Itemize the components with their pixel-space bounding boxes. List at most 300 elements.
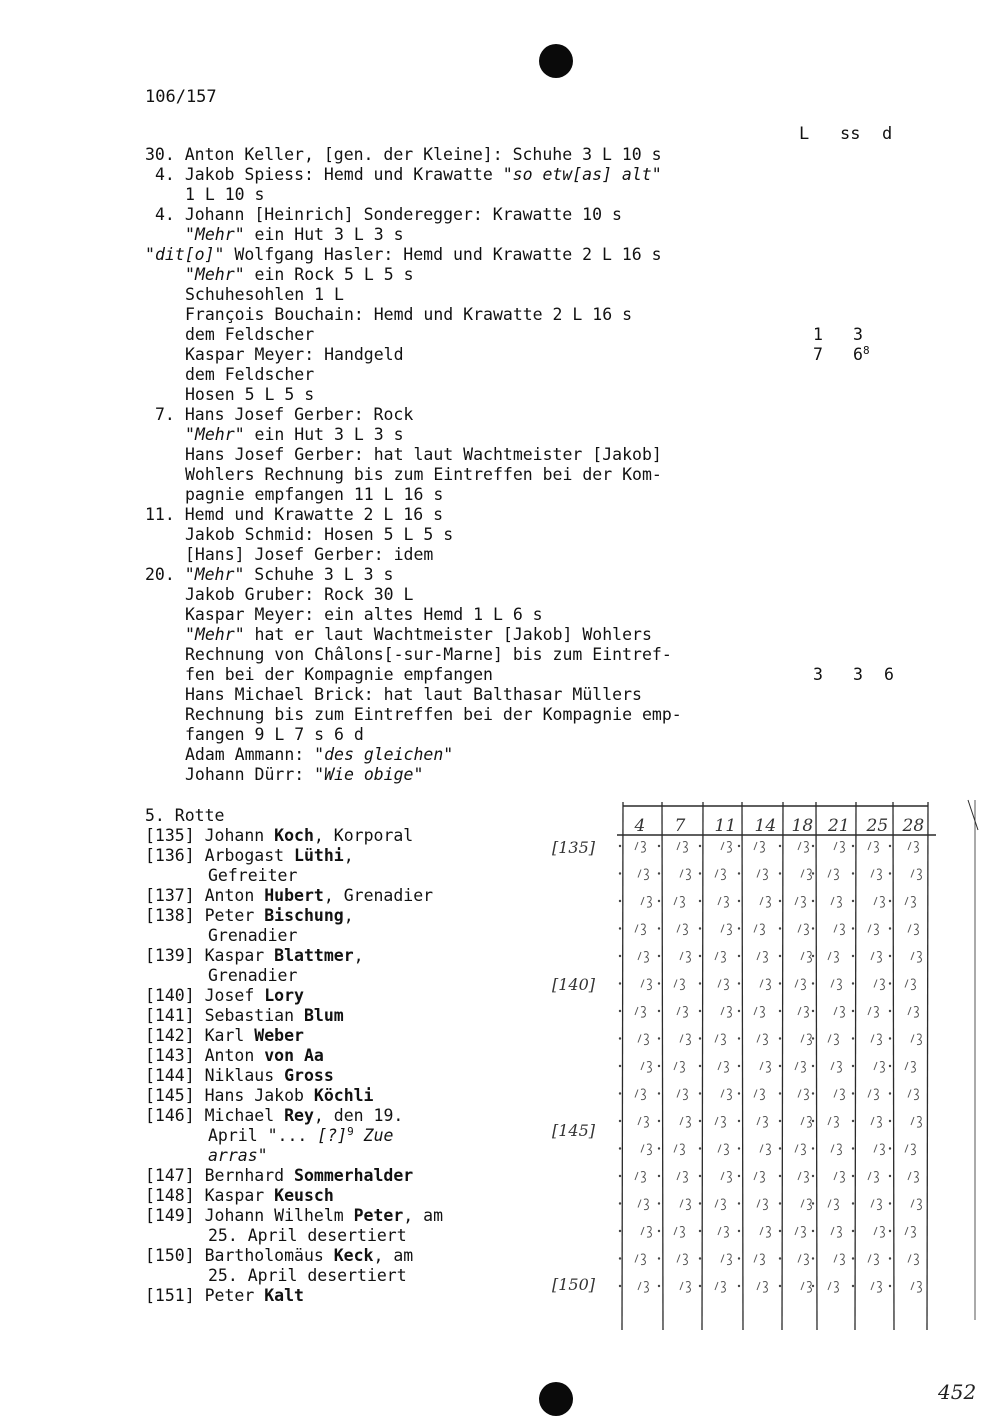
ledger-dot [619,1230,621,1232]
soldier-surname: Köchli [313,1086,374,1105]
soldier-id: [144] [145,1066,195,1085]
soldier-surname: Weber [254,1026,304,1045]
soldier-rank: , am [403,1206,444,1225]
amount-ss: 3 [853,325,863,344]
ledger-dot [889,900,891,902]
entry-line: Jakob Schmid: Hosen 5 L 5 s [185,525,454,544]
ledger-mark [638,869,648,880]
punch-hole-top [539,44,573,78]
ledger-dot [738,1120,740,1122]
entry-line [155,165,662,185]
ledger-column-line [742,802,743,1330]
header-ss: ss [840,124,861,144]
ledger-dot [812,927,814,929]
ledger-mark [871,951,881,962]
ledger-mark [715,1116,725,1127]
ledger-dot [812,1147,814,1149]
soldier-surname: Gross [284,1066,334,1085]
ledger-mark [828,869,838,880]
ledger-dot [738,1175,740,1177]
soldier-row [145,946,364,966]
ledger-mark [721,1171,731,1182]
ledger-dot [812,1120,814,1122]
ledger-column-line [662,802,663,1330]
ledger-mark [760,1226,770,1237]
ledger-mark [798,1171,808,1182]
entry-line: [Hans] Josef Gerber: idem [185,545,434,564]
ledger-dot [852,872,854,874]
ledger-mark [868,1006,878,1017]
entry-text-end: " [651,165,662,184]
soldier-id: [138] [145,906,195,925]
entry-line [185,625,652,645]
soldier-row [145,1186,334,1206]
entry-text: " [185,425,195,444]
ledger-dot [658,845,660,847]
entry-line [145,245,662,265]
footnote-ref: 9 [347,1125,354,1138]
ledger-dot [738,1285,740,1287]
entry-line [185,765,423,785]
entry-line: Kaspar Meyer: ein altes Hemd 1 L 6 s [185,605,543,624]
ledger-mark [868,1089,878,1100]
ledger-mark [677,841,687,852]
ledger-mark [760,896,770,907]
ledger-dot [812,1285,814,1287]
continuation-text: Gefreiter [208,866,298,885]
ledger-mark [871,1034,881,1045]
ledger-dot [699,1065,701,1067]
ledger-mark [715,1034,725,1045]
continuation-text: Grenadier [208,966,298,985]
ledger-mark [834,1254,844,1265]
ledger-dot [852,1257,854,1259]
ledger-column-line [855,802,856,1330]
ledger-dot [619,1257,621,1259]
continuation-text-end: " [257,1146,268,1165]
ledger-dot [699,1010,701,1012]
soldier-row [145,886,433,906]
ledger-dot [779,1037,781,1039]
ledger-mark [677,1089,687,1100]
entry-quote: des gleichen [324,745,444,764]
entry-text: " [185,265,195,284]
ledger-mark [908,1254,918,1265]
ledger-day-header: 18 [791,816,814,836]
ledger-mark [757,869,767,880]
ledger-mark [718,1226,728,1237]
ledger-dot [699,1202,701,1204]
soldier-row [145,1026,304,1046]
ledger-dot [619,872,621,874]
ledger-dot [619,955,621,957]
soldier-first-name: Johann [204,826,275,845]
entry-text-end: " ein Hut 3 L 3 s [234,425,404,444]
entry-line: François Bouchain: Hemd und Krawatte 2 L 16 s [185,305,633,324]
soldier-id: [140] [145,986,195,1005]
soldier-first-name: Josef [204,986,265,1005]
soldier-row [145,826,413,846]
ledger-mark [871,1199,881,1210]
ledger-dot [812,900,814,902]
soldier-id: [142] [145,1026,195,1045]
soldier-first-name: Michael [204,1106,285,1125]
ledger-dot [812,1065,814,1067]
soldier-row [145,986,304,1006]
ledger-mark [638,1034,648,1045]
ledger-mark [715,869,725,880]
ledger-mark [795,1061,805,1072]
soldier-first-name: Niklaus [204,1066,285,1085]
soldier-row [145,906,354,926]
entry-line [185,425,404,445]
ledger-dot [738,1257,740,1259]
ledger-mark [834,841,844,852]
ledger-mark [635,1006,645,1017]
soldier-id: [149] [145,1206,195,1225]
ledger-dot [779,845,781,847]
ledger-dot [889,845,891,847]
ledger-mark [638,1116,648,1127]
ledger-mark [798,1006,808,1017]
ledger-mark [911,869,921,880]
ledger-dot [779,927,781,929]
ledger-dot [658,1147,660,1149]
ledger-mark [635,1089,645,1100]
soldier-surname: Blattmer [274,946,354,965]
entry-line: dem Feldscher [185,365,315,384]
ledger-dot [619,1147,621,1149]
ledger-mark [754,1089,764,1100]
soldier-first-name: Kaspar [204,1186,275,1205]
entry-text: Anton Keller, [gen. der Kleine]: Schuhe 3 L 10 s [184,145,662,164]
ledger-mark [828,951,838,962]
ledger-dot [619,1092,621,1094]
amount-l: 7 [813,345,823,364]
ledger-dot [738,872,740,874]
ledger-mark [795,1226,805,1237]
entry-quote: Wie obige [324,765,414,784]
soldier-id: [143] [145,1046,195,1065]
soldier-row [145,1166,413,1186]
ledger-dot [619,1037,621,1039]
entry-text: Adam Ammann: " [185,745,325,764]
ledger-mark [795,896,805,907]
ledger-dot [658,955,660,957]
continuation-text: Grenadier [208,926,298,945]
ledger-dot [852,1120,854,1122]
entry-date: 11. [145,505,175,524]
ledger-dot [658,1202,660,1204]
soldier-first-name: Johann Wilhelm [204,1206,354,1225]
ledger-column-line [927,802,928,1330]
ledger-dot [658,982,660,984]
ledger-dot [619,900,621,902]
ledger-dot [852,1285,854,1287]
ledger-mark [868,924,878,935]
entry-line: Rechnung von Châlons[-sur-Marne] bis zum Eintref- [185,645,672,664]
ledger-row-label: [140] [552,975,596,994]
ledger-mark [831,1061,841,1072]
ledger-day-header: 4 [634,816,646,836]
ledger-mark [908,1089,918,1100]
ledger-mark [677,1254,687,1265]
soldier-surname: Peter [353,1206,404,1225]
ledger-dot [889,1037,891,1039]
ledger-mark [905,1144,915,1155]
soldier-row [145,1286,304,1306]
soldier-row [145,1006,344,1026]
ledger-mark [760,979,770,990]
ledger-dot [852,1092,854,1094]
ledger-mark [905,979,915,990]
ledger-dot [812,1257,814,1259]
ledger-mark [635,1171,645,1182]
ledger-mark [674,979,684,990]
header-d: d [882,124,893,144]
soldier-first-name: Sebastian [204,1006,304,1025]
amount-l: 1 [813,325,823,344]
soldier-rank: , [343,906,354,925]
soldier-row [145,1246,413,1266]
ledger-dot [658,1037,660,1039]
soldier-id: [150] [145,1246,195,1265]
ledger-dot [889,1285,891,1287]
ledger-dot [738,845,740,847]
ledger-dot [658,1092,660,1094]
ledger-dot [619,927,621,929]
ledger-column-line [622,802,623,1330]
soldier-rank: , den 19. [313,1106,404,1125]
ledger-dot [779,955,781,957]
ledger-dot [738,1202,740,1204]
ledger-dot [889,927,891,929]
soldier-surname: Lüthi [294,846,344,865]
rotte-title: 5. Rotte [145,806,225,825]
ledger-mark [680,1281,690,1292]
ledger-dot [889,1010,891,1012]
ledger-mark [801,951,811,962]
ledger-mark [874,896,884,907]
entry-quote: Mehr [194,625,235,644]
soldier-row [145,1206,443,1226]
soldier-rank: , [353,946,364,965]
entry-text: " [185,225,195,244]
ledger-mark [795,1144,805,1155]
amount-ss [853,345,870,365]
ledger-mark [831,979,841,990]
ledger-mark [828,1199,838,1210]
ledger-mark [641,896,651,907]
soldier-first-name: Anton [204,886,265,905]
ledger-dot [852,900,854,902]
archive-mark: 452 [938,1380,977,1404]
ledger-mark [831,1144,841,1155]
ledger-dot [738,1065,740,1067]
ledger-dot [699,982,701,984]
ledger-dot [699,1092,701,1094]
ledger-dot [658,1285,660,1287]
ledger-dot [779,1092,781,1094]
ledger-mark [831,896,841,907]
ledger-mark [798,841,808,852]
entry-line: Kaspar Meyer: Handgeld [185,345,404,364]
ledger-dot [889,955,891,957]
ledger-dot [812,1202,814,1204]
soldier-id: [147] [145,1166,195,1185]
soldier-rank: , [343,846,354,865]
ledger-dot [699,927,701,929]
ledger-mark [757,1116,767,1127]
ledger-day-header: 11 [714,816,737,836]
ledger-dot [779,1120,781,1122]
ledger-dot [812,1175,814,1177]
ledger-edge-mark [968,800,978,830]
soldier-id: [136] [145,846,195,865]
footnote-ref: 8 [862,344,870,357]
entry-line [145,565,393,585]
soldier-id: [145] [145,1086,195,1105]
soldier-id: [146] [145,1106,195,1125]
ledger-mark [874,1061,884,1072]
ledger-mark [718,1061,728,1072]
ledger-dot [619,982,621,984]
ledger-mark [828,1116,838,1127]
ledger-mark [911,1116,921,1127]
ledger-mark [638,1281,648,1292]
ledger-dot [852,845,854,847]
ledger-dot [889,872,891,874]
entry-line: pagnie empfangen 11 L 16 s [185,485,444,504]
ledger-mark [641,979,651,990]
ledger-row-label: [150] [552,1275,596,1294]
entry-text: Johann [Heinrich] Sonderegger: Krawatte 10 s [184,205,622,224]
soldier-surname: Rey [284,1106,314,1125]
ledger-dot [658,900,660,902]
ledger-dot [779,1230,781,1232]
ledger-mark [680,1034,690,1045]
ledger-mark [908,1171,918,1182]
soldier-surname: von Aa [264,1046,324,1065]
ledger-dot [852,1202,854,1204]
soldier-first-name: Karl [204,1026,255,1045]
ledger-mark [638,951,648,962]
soldier-row-continuation [208,1226,407,1246]
soldier-surname: Bischung [264,906,344,925]
ledger-column-line [893,802,894,1330]
ledger-dot [812,1092,814,1094]
ledger-mark [801,1199,811,1210]
entry-date: 20. [145,565,175,584]
ledger-dot [738,955,740,957]
ledger-mark [911,1034,921,1045]
ledger-dot [699,1147,701,1149]
continuation-text: 25. April desertiert [208,1266,407,1285]
entry-text-end: " ein Rock 5 L 5 s [234,265,414,284]
ledger-mark [871,1281,881,1292]
soldier-first-name: Bernhard [204,1166,295,1185]
ledger-mark [721,1089,731,1100]
ledger-mark [908,924,918,935]
entry-line [155,205,622,225]
ledger-dot [779,982,781,984]
entry-text-end: " [413,765,424,784]
ledger-day-header: 7 [674,816,686,836]
ledger-mark [715,1199,725,1210]
ledger-dot [852,927,854,929]
ledger-dot [658,1010,660,1012]
soldier-surname: Koch [274,826,314,845]
entry-date: 4. [155,205,175,224]
ledger-dot [779,1285,781,1287]
soldier-first-name: Peter [204,1286,265,1305]
entry-quote: Mehr [194,425,235,444]
ledger-mark [834,1089,844,1100]
soldier-row [145,1106,403,1126]
entry-quote: Mehr [194,565,235,584]
ledger-dot [699,845,701,847]
ledger-mark [801,869,811,880]
entry-line [155,405,413,425]
ledger-dot [738,927,740,929]
entry-quote: so etw[as] alt [512,165,652,184]
continuation-quote: arras [208,1146,258,1165]
ledger-mark [834,924,844,935]
ledger-dot [699,1175,701,1177]
entry-text: Hemd und Krawatte 2 L 16 s [184,505,444,524]
ledger-mark [874,1226,884,1237]
ledger-dot [619,1175,621,1177]
ledger-day-header: 25 [866,816,889,836]
ledger-row-label: [145] [552,1121,596,1140]
ledger-mark [801,1034,811,1045]
ledger-mark [674,896,684,907]
soldier-rank: , Korporal [313,826,414,845]
ledger-mark [757,1034,767,1045]
ledger-mark [721,1006,731,1017]
ledger-mark [911,1199,921,1210]
header-l: L [799,124,810,144]
ledger-mark [871,869,881,880]
ledger-mark [905,896,915,907]
ledger-dot [779,1175,781,1177]
ledger-dot [699,1285,701,1287]
soldier-row-continuation [208,926,297,946]
ledger-dot [699,1230,701,1232]
soldier-id: [148] [145,1186,195,1205]
continuation-uncertain: [?] [317,1126,348,1145]
ledger-mark [905,1061,915,1072]
entry-line: 1 L 10 s [185,185,265,204]
ledger-column-line [702,802,703,1330]
soldier-surname: Hubert [264,886,324,905]
ledger-dot [889,1065,891,1067]
ledger-dot [812,1010,814,1012]
entry-line: Rechnung bis zum Eintreffen bei der Kompagnie emp- [185,705,682,724]
amount-value: 6 [853,345,863,364]
ledger-mark [911,951,921,962]
ledger-mark [795,979,805,990]
ledger-mark [674,1226,684,1237]
entry-quote: Mehr [194,225,235,244]
ledger-mark [674,1144,684,1155]
ledger-dot [889,1175,891,1177]
ledger-dot [812,1037,814,1039]
soldier-surname: Keusch [274,1186,334,1205]
ledger-mark [871,1116,881,1127]
ledger-mark [760,1144,770,1155]
ledger-dot [658,1065,660,1067]
